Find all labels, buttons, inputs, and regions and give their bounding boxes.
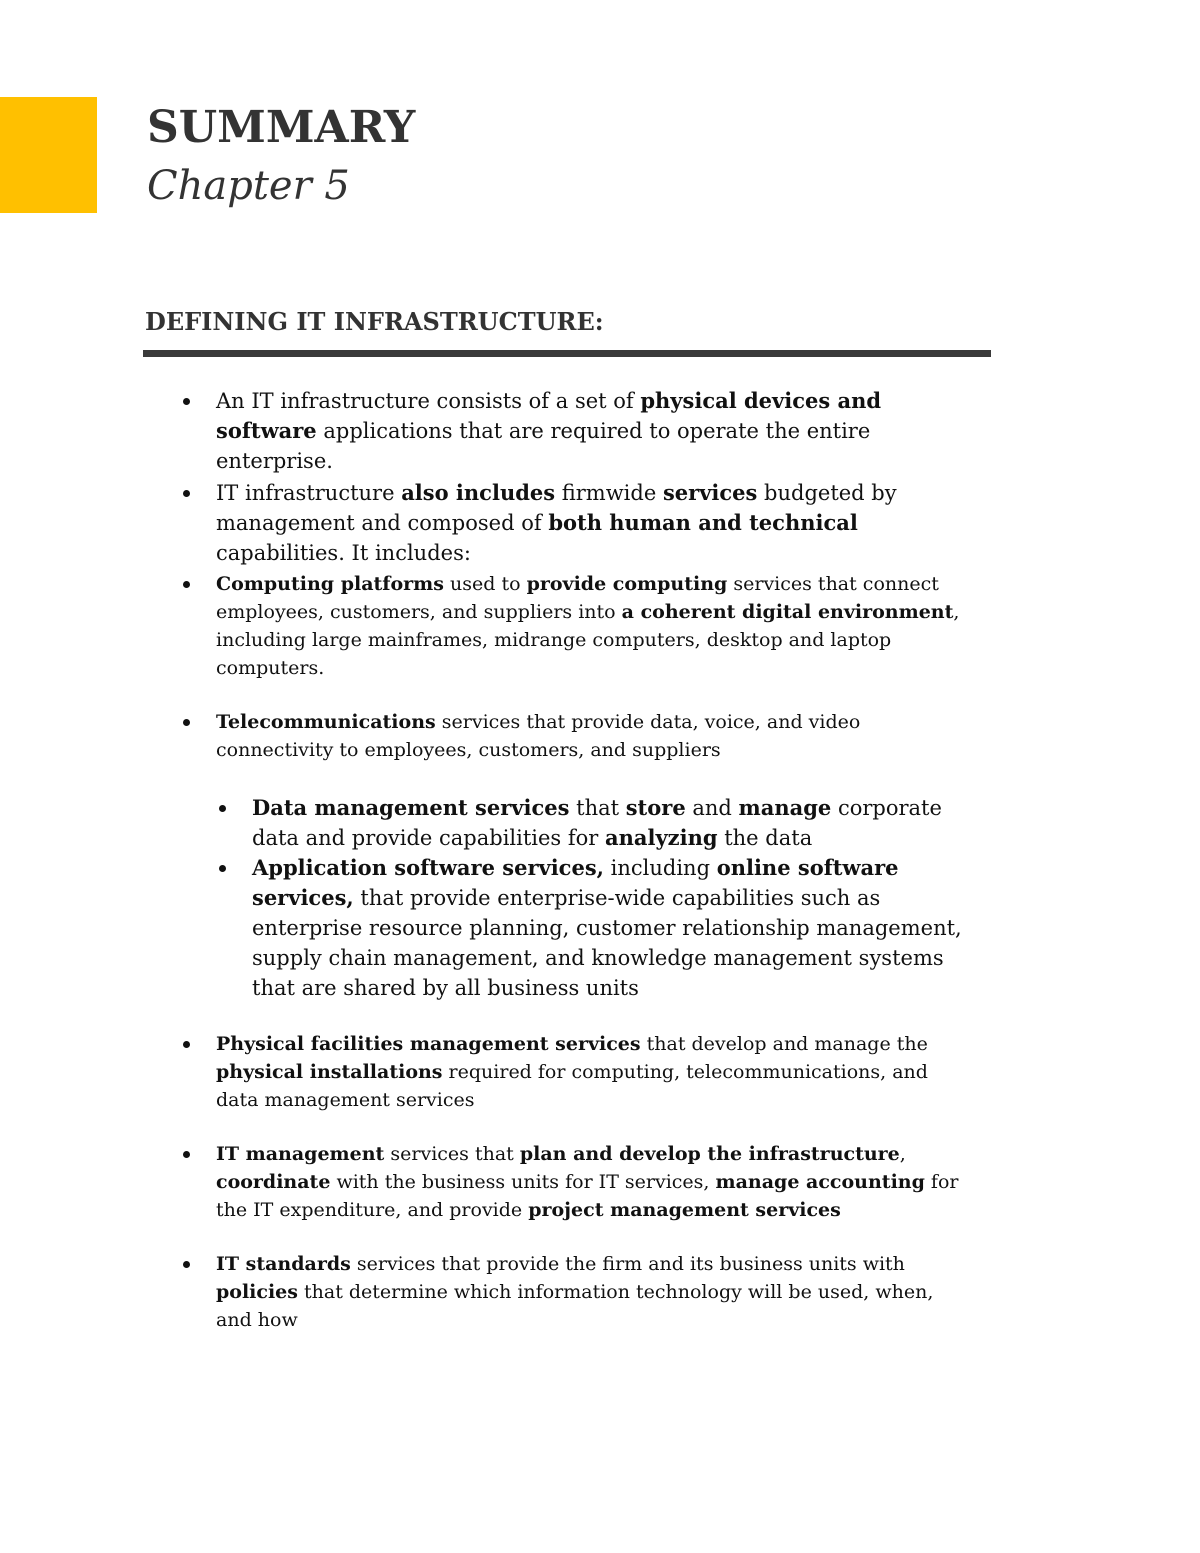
text-run: supply chain management, and knowledge management systems bbox=[252, 946, 944, 970]
bold-text: Telecommunications bbox=[216, 711, 436, 733]
bold-text: Computing platforms bbox=[216, 573, 444, 595]
bullet-line bbox=[216, 598, 959, 626]
text-run: enterprise resource planning, customer relationship management, bbox=[252, 916, 962, 940]
bullet-line bbox=[216, 1168, 958, 1196]
text-run: with the business units for IT services, bbox=[330, 1171, 716, 1193]
text-run: employees, customers, and suppliers into bbox=[216, 601, 622, 623]
bullet-item bbox=[216, 1250, 933, 1334]
bold-text: services bbox=[662, 480, 758, 505]
bullet-dot bbox=[219, 805, 226, 812]
bold-text: policies bbox=[216, 1281, 298, 1303]
text-run: the data bbox=[717, 826, 813, 850]
bullet-line bbox=[216, 446, 881, 476]
bullet-line bbox=[216, 386, 881, 416]
bullet-item bbox=[216, 386, 881, 476]
text-run: including bbox=[603, 856, 717, 880]
bullet-item bbox=[216, 478, 897, 568]
text-run: that develop and manage the bbox=[640, 1033, 928, 1055]
text-run: computers. bbox=[216, 657, 325, 679]
text-run: data and provide capabilities for bbox=[252, 826, 606, 850]
text-run: An IT infrastructure consists of a set of bbox=[216, 389, 641, 413]
bullet-line bbox=[216, 1196, 958, 1224]
bullet-line bbox=[252, 913, 962, 943]
bold-text: coordinate bbox=[216, 1171, 331, 1193]
text-run: services that bbox=[384, 1143, 520, 1165]
bold-text: online software bbox=[716, 855, 899, 880]
text-run: that bbox=[569, 796, 626, 820]
bullet-line bbox=[216, 570, 959, 598]
bold-text: a coherent digital environment bbox=[621, 601, 954, 623]
bold-text: analyzing bbox=[605, 825, 718, 850]
text-run: applications that are required to operate the entire bbox=[316, 419, 871, 443]
text-run: used to bbox=[443, 573, 527, 595]
bullet-line bbox=[216, 736, 860, 764]
bold-text: provide computing bbox=[526, 573, 728, 595]
text-run: corporate bbox=[831, 796, 942, 820]
bullet-line bbox=[216, 1140, 958, 1168]
bold-text: Physical facilities management services bbox=[216, 1033, 641, 1055]
text-run: IT infrastructure bbox=[216, 481, 402, 505]
bold-text: physical installations bbox=[216, 1061, 443, 1083]
bullet-item bbox=[216, 708, 860, 764]
accent-block bbox=[0, 97, 97, 213]
bullet-line bbox=[216, 708, 860, 736]
text-run: and bbox=[685, 796, 739, 820]
text-run: connectivity to employees, customers, and suppliers bbox=[216, 739, 721, 761]
bold-text: manage bbox=[738, 795, 832, 820]
bullet-dot bbox=[183, 719, 190, 726]
text-run: services that provide data, voice, and video bbox=[435, 711, 861, 733]
bullet-line bbox=[252, 793, 942, 823]
bullet-line bbox=[252, 973, 962, 1003]
bullet-line bbox=[216, 416, 881, 446]
bold-text: software bbox=[216, 418, 317, 443]
text-run: firmwide bbox=[555, 481, 663, 505]
bullet-line bbox=[252, 883, 962, 913]
bullet-line bbox=[216, 1058, 928, 1086]
text-run: services that provide the firm and its business units with bbox=[350, 1253, 905, 1275]
bold-text: plan and develop the infrastructure bbox=[519, 1143, 900, 1165]
text-run: capabilities. It includes: bbox=[216, 541, 471, 565]
bullet-dot bbox=[183, 1041, 190, 1048]
bullet-item bbox=[216, 570, 959, 682]
bullet-item bbox=[252, 853, 962, 1003]
bullet-line bbox=[252, 823, 942, 853]
bullet-line bbox=[216, 626, 959, 654]
bullet-item bbox=[216, 1030, 928, 1114]
text-run: that are shared by all business units bbox=[252, 976, 639, 1000]
bullet-dot bbox=[183, 1151, 190, 1158]
bullet-item bbox=[216, 1140, 958, 1224]
text-run: services that connect bbox=[727, 573, 939, 595]
section-divider bbox=[143, 350, 991, 357]
bullet-line bbox=[216, 538, 897, 568]
bold-text: store bbox=[625, 795, 686, 820]
bold-text: also includes bbox=[401, 480, 556, 505]
text-run: for bbox=[924, 1171, 959, 1193]
text-run: data management services bbox=[216, 1089, 475, 1111]
bold-text: services, bbox=[252, 885, 354, 910]
text-run: that provide enterprise-wide capabilities such as bbox=[353, 886, 881, 910]
bullet-line bbox=[216, 654, 959, 682]
bullet-line bbox=[252, 853, 962, 883]
bullet-line bbox=[252, 943, 962, 973]
bold-text: project management services bbox=[528, 1199, 841, 1221]
bold-text: IT standards bbox=[216, 1253, 351, 1275]
bullet-dot bbox=[183, 490, 190, 497]
bold-text: manage accounting bbox=[715, 1171, 925, 1193]
text-run: including large mainframes, midrange computers, desktop and laptop bbox=[216, 629, 892, 651]
bold-text: IT management bbox=[216, 1143, 385, 1165]
section-heading: DEFINING IT INFRASTRUCTURE: bbox=[145, 307, 604, 336]
bullet-line bbox=[216, 1030, 928, 1058]
bullet-dot bbox=[183, 581, 190, 588]
text-run: and how bbox=[216, 1309, 298, 1331]
text-run: that determine which information technology will be used, when, bbox=[297, 1281, 934, 1303]
text-run: enterprise. bbox=[216, 449, 333, 473]
bullet-line bbox=[216, 1306, 933, 1334]
bullet-line bbox=[216, 508, 897, 538]
page-subtitle: Chapter 5 bbox=[147, 163, 350, 209]
bullet-line bbox=[216, 1086, 928, 1114]
bullet-line bbox=[216, 1250, 933, 1278]
bold-text: Data management services bbox=[252, 795, 570, 820]
bold-text: both human and technical bbox=[548, 510, 858, 535]
bullet-dot bbox=[183, 1261, 190, 1268]
bold-text: physical devices and bbox=[640, 388, 882, 413]
bullet-line bbox=[216, 478, 897, 508]
page-title: SUMMARY bbox=[147, 102, 416, 153]
bold-text: Application software services, bbox=[252, 855, 604, 880]
text-run: , bbox=[899, 1143, 906, 1165]
text-run: , bbox=[953, 601, 960, 623]
bullet-dot bbox=[219, 865, 226, 872]
bullet-dot bbox=[183, 398, 190, 405]
text-run: management and composed of bbox=[216, 511, 549, 535]
text-run: the IT expenditure, and provide bbox=[216, 1199, 529, 1221]
text-run: required for computing, telecommunications, and bbox=[442, 1061, 928, 1083]
text-run: budgeted by bbox=[757, 481, 897, 505]
bullet-line bbox=[216, 1278, 933, 1306]
bullet-item bbox=[252, 793, 942, 853]
